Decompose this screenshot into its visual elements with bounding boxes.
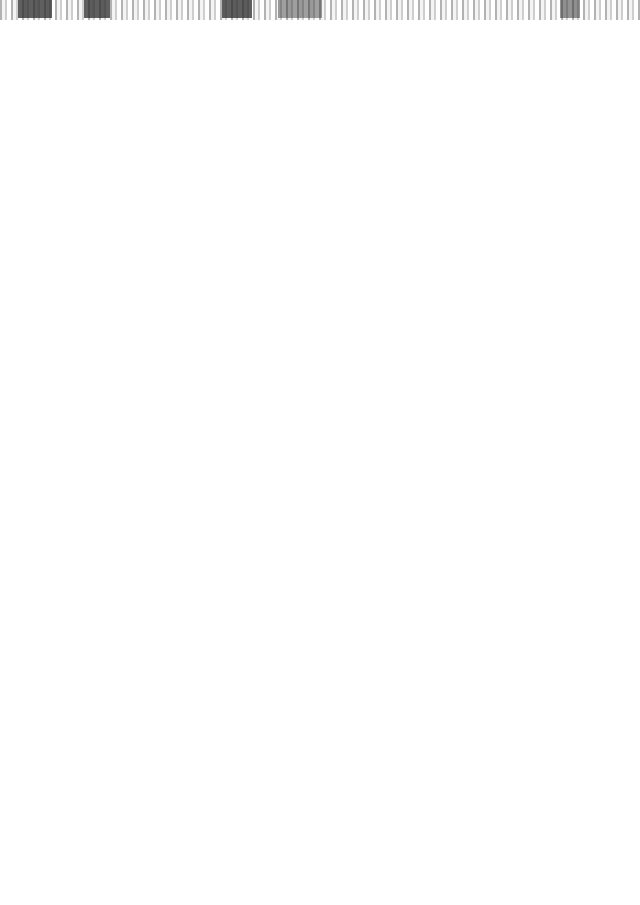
scan-artifact — [84, 0, 110, 18]
scan-artifact — [560, 0, 580, 18]
scan-artifact — [278, 0, 322, 18]
document-body — [88, 64, 588, 126]
scan-artifact — [18, 0, 52, 18]
section-heading — [96, 108, 588, 126]
scan-artifact — [222, 0, 252, 18]
